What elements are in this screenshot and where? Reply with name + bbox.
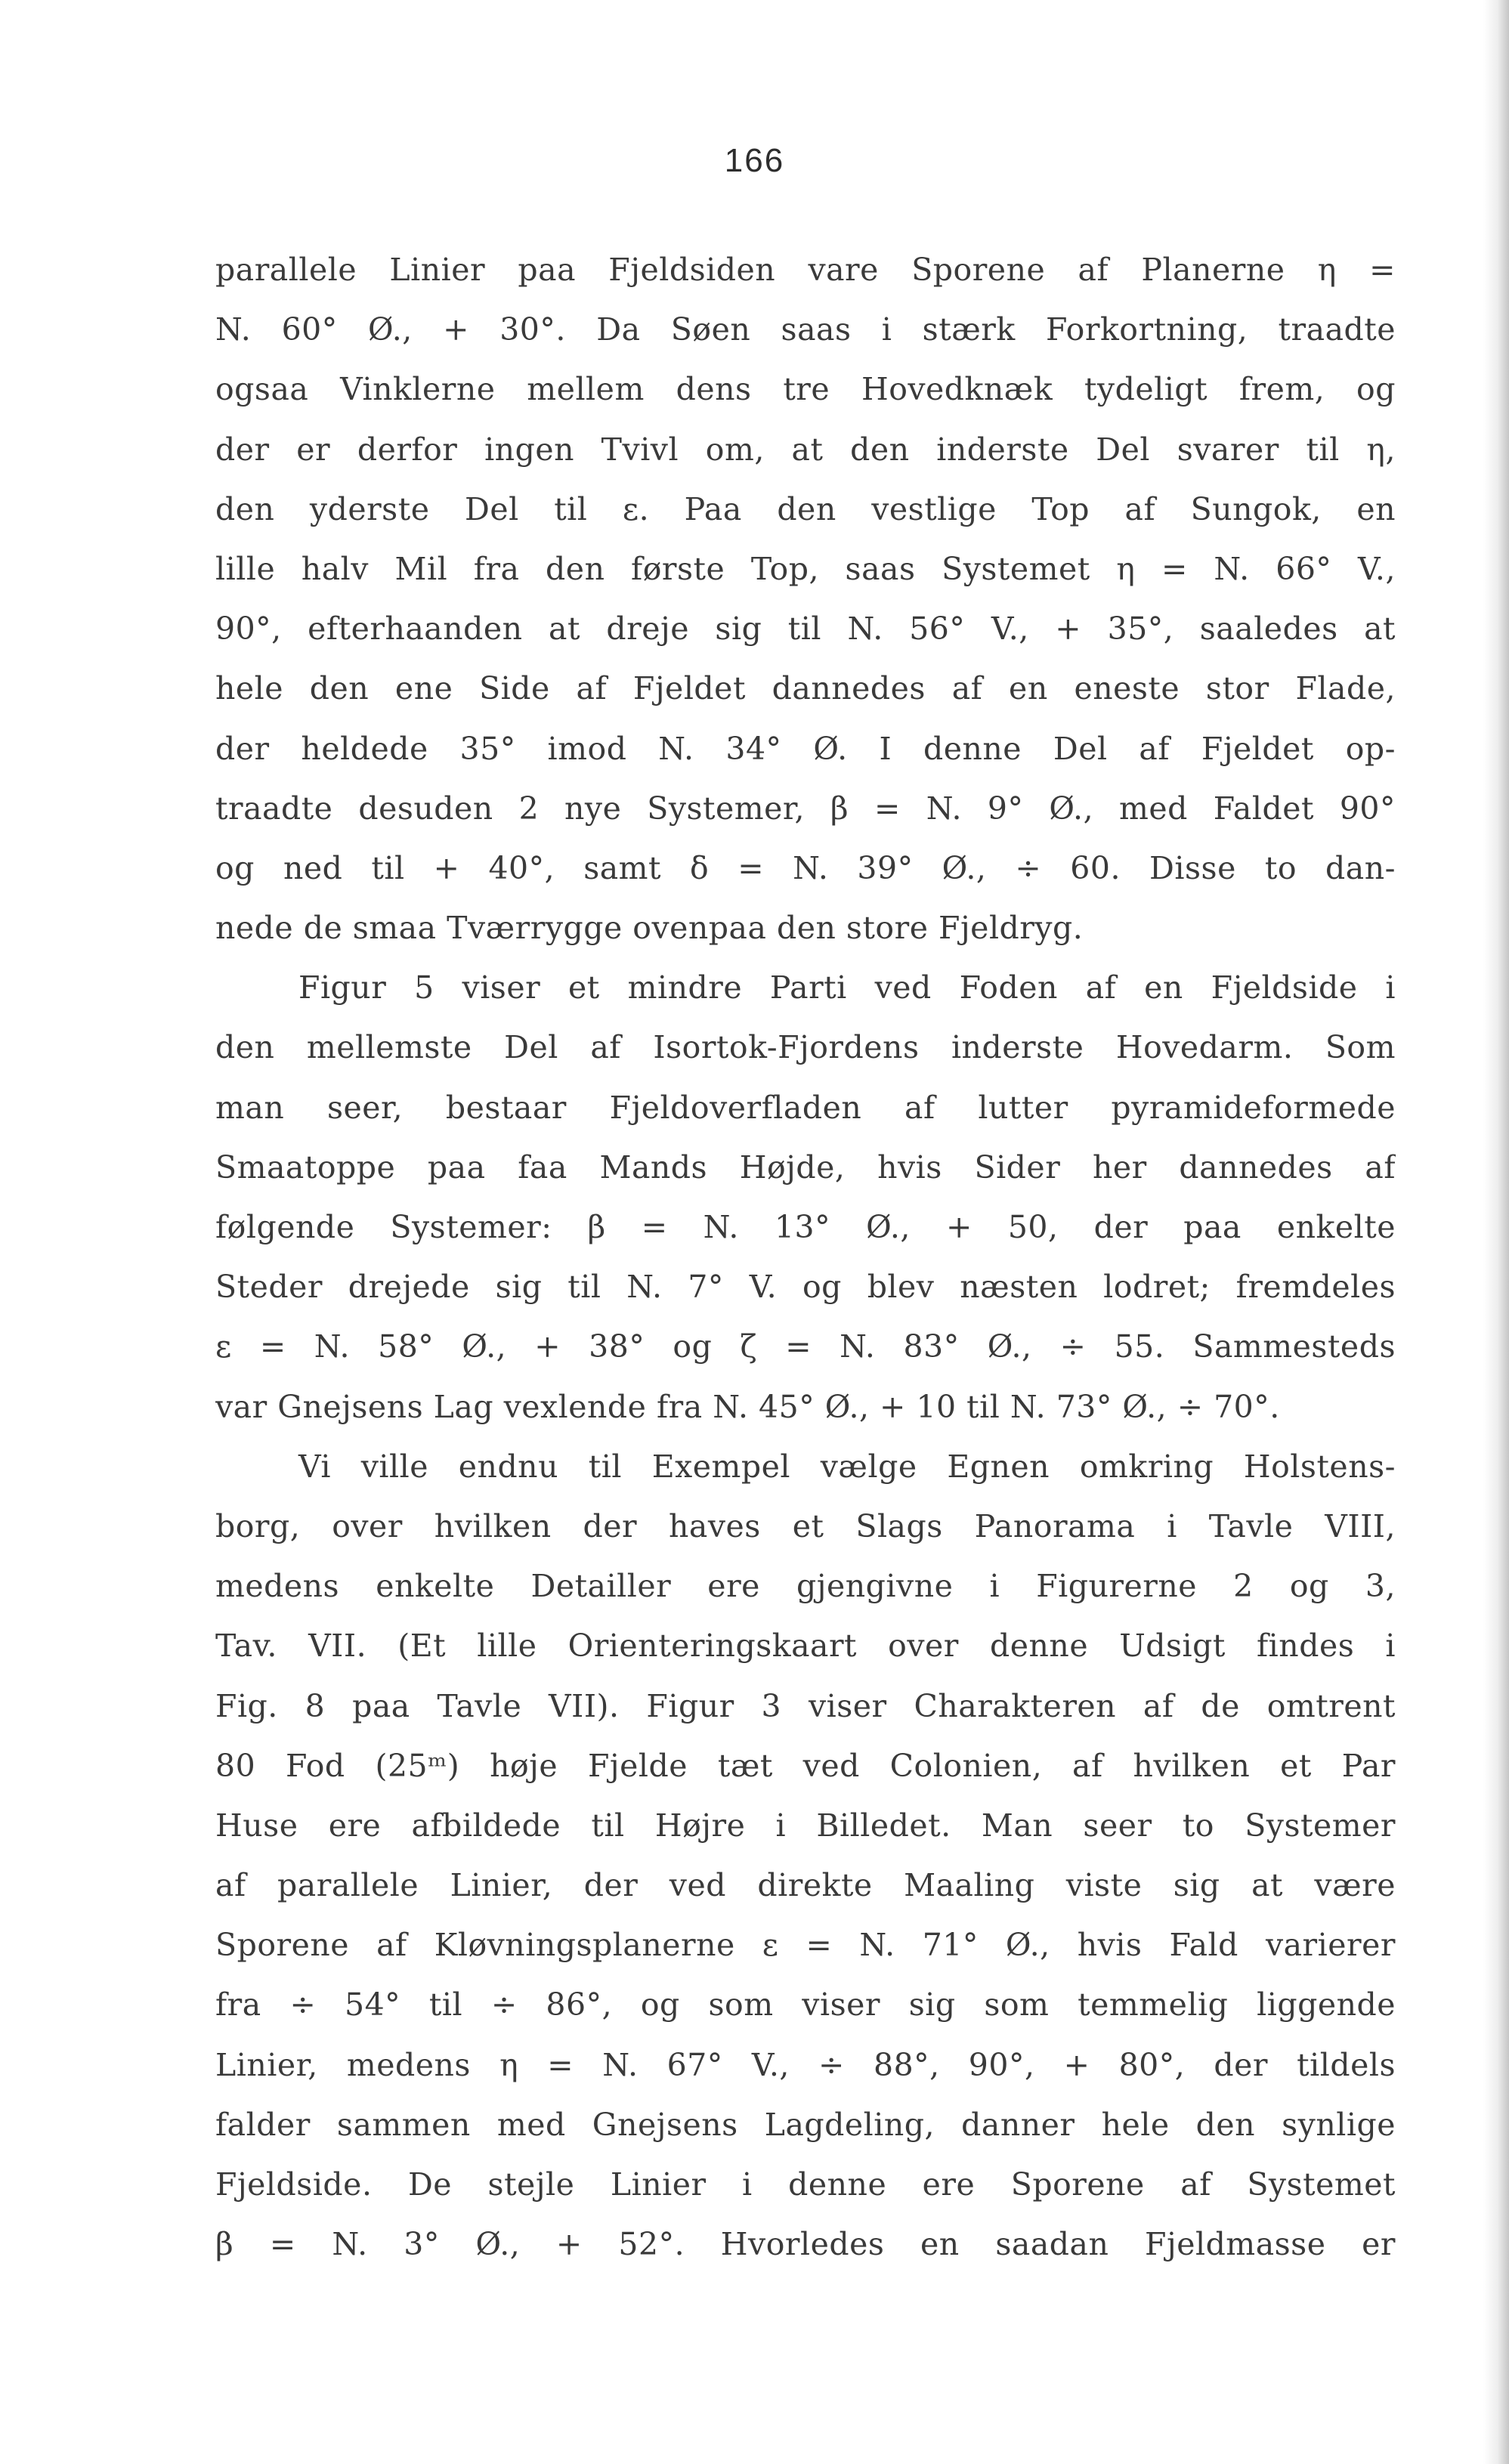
text-line: 90°, efterhaanden at dreje sig til N. 56° V., + 35°, saaledes at xyxy=(215,611,1396,648)
text-line: ε = N. 58° Ø., + 38° og ζ = N. 83° Ø., ÷ 55. Sammesteds xyxy=(215,1328,1396,1365)
text-line: var Gnejsens Lag vexlende fra N. 45° Ø., + 10 til N. 73° Ø., ÷ 70°. xyxy=(215,1388,1280,1425)
text-line: falder sammen med Gnejsens Lagdeling, danner hele den synlige xyxy=(215,2106,1396,2143)
text-line: Fig. 8 paa Tavle VII). Figur 3 viser Charakteren af de omtrent xyxy=(215,1687,1396,1724)
text-line: Steder drejede sig til N. 7° V. og blev næsten lodret; fremdeles xyxy=(215,1269,1396,1306)
text-line: parallele Linier paa Fjeldsiden vare Sporene af Planerne η = xyxy=(215,252,1396,288)
text-line: den mellemste Del af Isortok-Fjordens inderste Hovedarm. Som xyxy=(215,1029,1396,1066)
text-line: fra ÷ 54° til ÷ 86°, og som viser sig som temmelig liggende xyxy=(215,1986,1396,2023)
text-line: ogsaa Vinklerne mellem dens tre Hovedknæk tydeligt frem, og xyxy=(215,371,1396,408)
text-line: den yderste Del til ε. Paa den vestlige Top af Sungok, en xyxy=(215,490,1396,527)
text-line: β = N. 3° Ø., + 52°. Hvorledes en saadan Fjeldmasse er xyxy=(215,2226,1396,2263)
text-line: Tav. VII. (Et lille Orienteringskaart over denne Udsigt findes i xyxy=(215,1628,1396,1665)
text-line: Linier, medens η = N. 67° V., ÷ 88°, 90°, + 80°, der tildels xyxy=(215,2046,1396,2083)
text-line: man seer, bestaar Fjeldoverfladen af lutter pyramideformede xyxy=(215,1089,1396,1126)
text-line: Smaatoppe paa faa Mands Højde, hvis Sider her dannedes af xyxy=(215,1149,1396,1186)
text-line: N. 60° Ø., + 30°. Da Søen saas i stærk Forkortning, traadte xyxy=(215,311,1396,348)
body-text xyxy=(215,240,1396,2274)
text-line: nede de smaa Tværrygge ovenpaa den store Fjeldryg. xyxy=(215,910,1084,947)
text-line: traadte desuden 2 nye Systemer, β = N. 9° Ø., med Faldet 90° xyxy=(215,790,1396,827)
text-line: hele den ene Side af Fjeldet dannedes af en eneste stor Flade, xyxy=(215,670,1396,707)
text-line: af parallele Linier, der ved direkte Maaling viste sig at være xyxy=(215,1867,1396,1904)
page-edge-shadow xyxy=(1483,0,1509,2464)
text-line: Fjeldside. De stejle Linier i denne ere Sporene af Systemet xyxy=(215,2166,1396,2203)
text-line: følgende Systemer: β = N. 13° Ø., + 50, der paa enkelte xyxy=(215,1209,1396,1245)
page-number: 166 xyxy=(724,142,785,179)
text-line: borg, over hvilken der haves et Slags Panorama i Tavle VIII, xyxy=(215,1507,1396,1544)
text-line: 80 Fod (25ᵐ) høje Fjelde tæt ved Colonien, af hvilken et Par xyxy=(215,1747,1396,1784)
text-line: Figur 5 viser et mindre Parti ved Foden af en Fjeldside i xyxy=(298,969,1396,1006)
text-line: medens enkelte Detailler ere gjengivne i Figurerne 2 og 3, xyxy=(215,1568,1396,1605)
text-line: Huse ere afbildede til Højre i Billedet. Man seer to Systemer xyxy=(215,1807,1396,1844)
text-line: der er derfor ingen Tvivl om, at den inderste Del svarer til η, xyxy=(215,431,1396,468)
text-line: der heldede 35° imod N. 34° Ø. I denne Del af Fjeldet op- xyxy=(215,730,1396,767)
text-line: og ned til + 40°, samt δ = N. 39° Ø., ÷ 60. Disse to dan- xyxy=(215,849,1396,886)
text-line: lille halv Mil fra den første Top, saas Systemet η = N. 66° V., xyxy=(215,550,1396,587)
text-line: Sporene af Kløvningsplanerne ε = N. 71° Ø., hvis Fald varierer xyxy=(215,1927,1396,1964)
text-line: Vi ville endnu til Exempel vælge Egnen omkring Holstens- xyxy=(298,1448,1396,1485)
